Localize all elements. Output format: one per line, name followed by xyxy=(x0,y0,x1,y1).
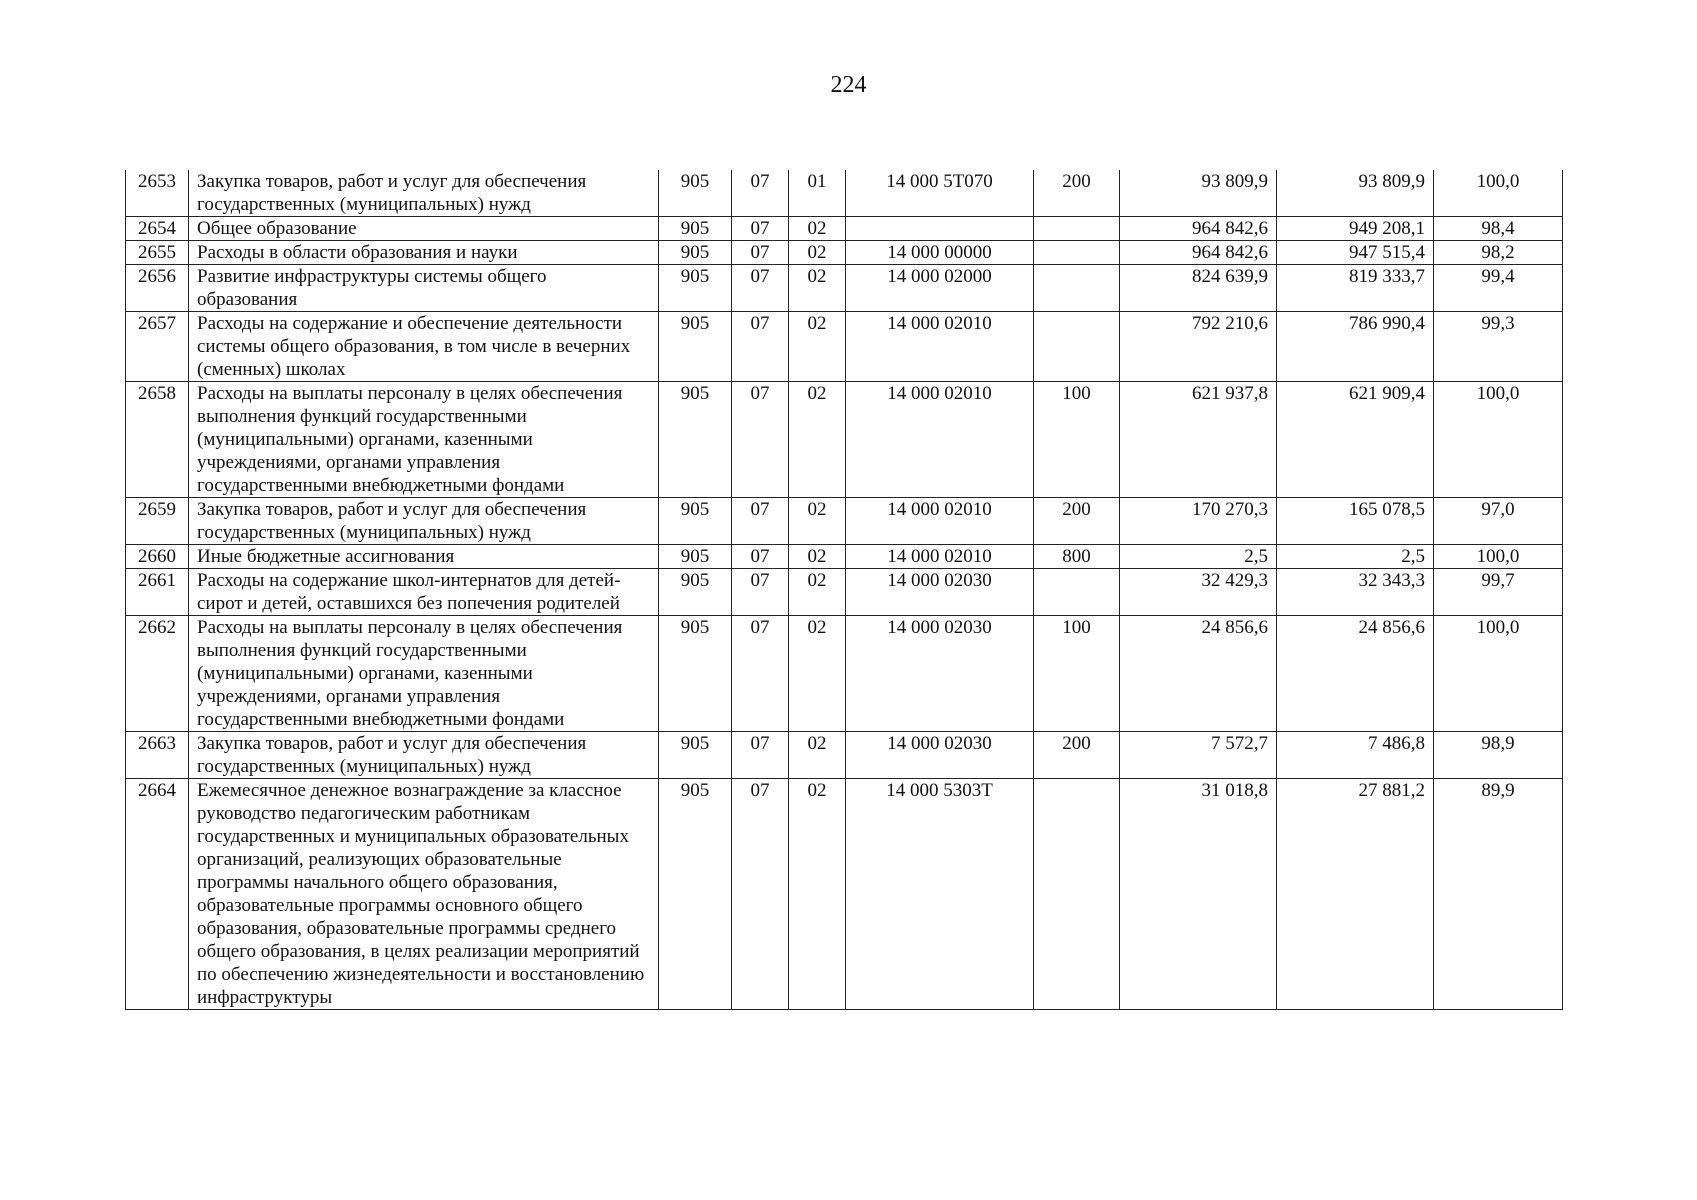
expense-name: Расходы в области образования и науки xyxy=(189,241,659,265)
expense-name: Закупка товаров, работ и услуг для обеспечения государственных (муниципальных) нужд xyxy=(189,732,659,779)
actual-amount: 786 990,4 xyxy=(1277,312,1434,382)
table-row xyxy=(126,498,1563,545)
actual-amount: 165 078,5 xyxy=(1277,498,1434,545)
table-row xyxy=(126,732,1563,779)
department-code: 905 xyxy=(659,170,732,217)
expense-name: Развитие инфраструктуры системы общего образования xyxy=(189,265,659,312)
table-row xyxy=(126,569,1563,616)
department-code: 905 xyxy=(659,732,732,779)
target-article-code xyxy=(846,217,1034,241)
target-article-code: 14 000 02030 xyxy=(846,732,1034,779)
row-number: 2653 xyxy=(126,170,189,217)
planned-amount: 792 210,6 xyxy=(1120,312,1277,382)
page-number: 224 xyxy=(830,72,867,98)
expense-type-code: 800 xyxy=(1034,545,1120,569)
table-row xyxy=(126,265,1563,312)
expense-name: Иные бюджетные ассигнования xyxy=(189,545,659,569)
target-article-code: 14 000 5303Т xyxy=(846,779,1034,1010)
subsection-code: 02 xyxy=(789,732,846,779)
subsection-code: 02 xyxy=(789,498,846,545)
planned-amount: 964 842,6 xyxy=(1120,217,1277,241)
section-code: 07 xyxy=(732,217,789,241)
section-code: 07 xyxy=(732,498,789,545)
target-article-code: 14 000 5Т070 xyxy=(846,170,1034,217)
planned-amount: 964 842,6 xyxy=(1120,241,1277,265)
expense-type-code xyxy=(1034,241,1120,265)
expense-name: Общее образование xyxy=(189,217,659,241)
row-number: 2656 xyxy=(126,265,189,312)
expense-type-code: 100 xyxy=(1034,616,1120,732)
planned-amount: 170 270,3 xyxy=(1120,498,1277,545)
planned-amount: 621 937,8 xyxy=(1120,382,1277,498)
execution-percent: 98,2 xyxy=(1434,241,1563,265)
row-number: 2655 xyxy=(126,241,189,265)
subsection-code: 02 xyxy=(789,779,846,1010)
table-body xyxy=(126,170,1563,1010)
subsection-code: 01 xyxy=(789,170,846,217)
expense-name: Расходы на содержание и обеспечение деятельности системы общего образования, в том числе в вечерних (сменных) школах xyxy=(189,312,659,382)
row-number: 2660 xyxy=(126,545,189,569)
subsection-code: 02 xyxy=(789,569,846,616)
execution-percent: 98,9 xyxy=(1434,732,1563,779)
execution-percent: 100,0 xyxy=(1434,616,1563,732)
expense-type-code: 200 xyxy=(1034,170,1120,217)
department-code: 905 xyxy=(659,616,732,732)
target-article-code: 14 000 02010 xyxy=(846,382,1034,498)
table-row xyxy=(126,779,1563,1010)
row-number: 2664 xyxy=(126,779,189,1010)
actual-amount: 621 909,4 xyxy=(1277,382,1434,498)
subsection-code: 02 xyxy=(789,217,846,241)
subsection-code: 02 xyxy=(789,312,846,382)
actual-amount: 27 881,2 xyxy=(1277,779,1434,1010)
expense-name: Расходы на выплаты персоналу в целях обеспечения выполнения функций государственными (муниципальными) органами, казенными учреждениями, органами управления государственными внебюджетными фондами xyxy=(189,616,659,732)
expense-name: Расходы на выплаты персоналу в целях обеспечения выполнения функций государственными (муниципальными) органами, казенными учреждениями, органами управления государственными внебюджетными фондами xyxy=(189,382,659,498)
table-row xyxy=(126,616,1563,732)
execution-percent: 97,0 xyxy=(1434,498,1563,545)
actual-amount: 949 208,1 xyxy=(1277,217,1434,241)
department-code: 905 xyxy=(659,498,732,545)
actual-amount: 947 515,4 xyxy=(1277,241,1434,265)
section-code: 07 xyxy=(732,241,789,265)
row-number: 2661 xyxy=(126,569,189,616)
planned-amount: 24 856,6 xyxy=(1120,616,1277,732)
target-article-code: 14 000 02030 xyxy=(846,569,1034,616)
expense-type-code: 200 xyxy=(1034,498,1120,545)
row-number: 2662 xyxy=(126,616,189,732)
subsection-code: 02 xyxy=(789,616,846,732)
section-code: 07 xyxy=(732,170,789,217)
actual-amount: 819 333,7 xyxy=(1277,265,1434,312)
section-code: 07 xyxy=(732,732,789,779)
planned-amount: 32 429,3 xyxy=(1120,569,1277,616)
target-article-code: 14 000 02010 xyxy=(846,498,1034,545)
row-number: 2659 xyxy=(126,498,189,545)
table-row xyxy=(126,241,1563,265)
expense-type-code xyxy=(1034,312,1120,382)
section-code: 07 xyxy=(732,382,789,498)
subsection-code: 02 xyxy=(789,545,846,569)
subsection-code: 02 xyxy=(789,382,846,498)
subsection-code: 02 xyxy=(789,241,846,265)
table-row xyxy=(126,545,1563,569)
execution-percent: 100,0 xyxy=(1434,382,1563,498)
subsection-code: 02 xyxy=(789,265,846,312)
section-code: 07 xyxy=(732,616,789,732)
department-code: 905 xyxy=(659,545,732,569)
planned-amount: 2,5 xyxy=(1120,545,1277,569)
section-code: 07 xyxy=(732,779,789,1010)
execution-percent: 100,0 xyxy=(1434,170,1563,217)
section-code: 07 xyxy=(732,545,789,569)
table-row xyxy=(126,312,1563,382)
department-code: 905 xyxy=(659,569,732,616)
row-number: 2663 xyxy=(126,732,189,779)
table-row xyxy=(126,170,1563,217)
row-number: 2657 xyxy=(126,312,189,382)
department-code: 905 xyxy=(659,217,732,241)
row-number: 2658 xyxy=(126,382,189,498)
department-code: 905 xyxy=(659,312,732,382)
execution-percent: 89,9 xyxy=(1434,779,1563,1010)
section-code: 07 xyxy=(732,569,789,616)
target-article-code: 14 000 02000 xyxy=(846,265,1034,312)
expense-type-code: 200 xyxy=(1034,732,1120,779)
actual-amount: 24 856,6 xyxy=(1277,616,1434,732)
department-code: 905 xyxy=(659,779,732,1010)
table-row xyxy=(126,382,1563,498)
department-code: 905 xyxy=(659,241,732,265)
target-article-code: 14 000 02010 xyxy=(846,545,1034,569)
expense-name: Закупка товаров, работ и услуг для обеспечения государственных (муниципальных) нужд xyxy=(189,170,659,217)
execution-percent: 98,4 xyxy=(1434,217,1563,241)
planned-amount: 31 018,8 xyxy=(1120,779,1277,1010)
actual-amount: 7 486,8 xyxy=(1277,732,1434,779)
expense-type-code: 100 xyxy=(1034,382,1120,498)
expense-name: Расходы на содержание школ-интернатов для детей-сирот и детей, оставшихся без попечения родителей xyxy=(189,569,659,616)
planned-amount: 824 639,9 xyxy=(1120,265,1277,312)
execution-percent: 99,7 xyxy=(1434,569,1563,616)
section-code: 07 xyxy=(732,312,789,382)
target-article-code: 14 000 02030 xyxy=(846,616,1034,732)
expense-type-code xyxy=(1034,779,1120,1010)
row-number: 2654 xyxy=(126,217,189,241)
expense-name: Закупка товаров, работ и услуг для обеспечения государственных (муниципальных) нужд xyxy=(189,498,659,545)
actual-amount: 93 809,9 xyxy=(1277,170,1434,217)
section-code: 07 xyxy=(732,265,789,312)
target-article-code: 14 000 00000 xyxy=(846,241,1034,265)
execution-percent: 100,0 xyxy=(1434,545,1563,569)
expense-name: Ежемесячное денежное вознаграждение за классное руководство педагогическим работникам государственных и муниципальных образовательных организаций, реализующих образовательные программы начального общего образования, образовательные программы основного общего образования, образовательные программы среднего общего образования, в целях реализации мероприятий по обеспечению жизнедеятельности и восстановлению инфраструктуры xyxy=(189,779,659,1010)
budget-table xyxy=(125,170,1563,1010)
department-code: 905 xyxy=(659,382,732,498)
planned-amount: 7 572,7 xyxy=(1120,732,1277,779)
expense-type-code xyxy=(1034,569,1120,616)
target-article-code: 14 000 02010 xyxy=(846,312,1034,382)
table-row xyxy=(126,217,1563,241)
actual-amount: 32 343,3 xyxy=(1277,569,1434,616)
actual-amount: 2,5 xyxy=(1277,545,1434,569)
expense-type-code xyxy=(1034,217,1120,241)
execution-percent: 99,4 xyxy=(1434,265,1563,312)
planned-amount: 93 809,9 xyxy=(1120,170,1277,217)
department-code: 905 xyxy=(659,265,732,312)
expense-type-code xyxy=(1034,265,1120,312)
execution-percent: 99,3 xyxy=(1434,312,1563,382)
